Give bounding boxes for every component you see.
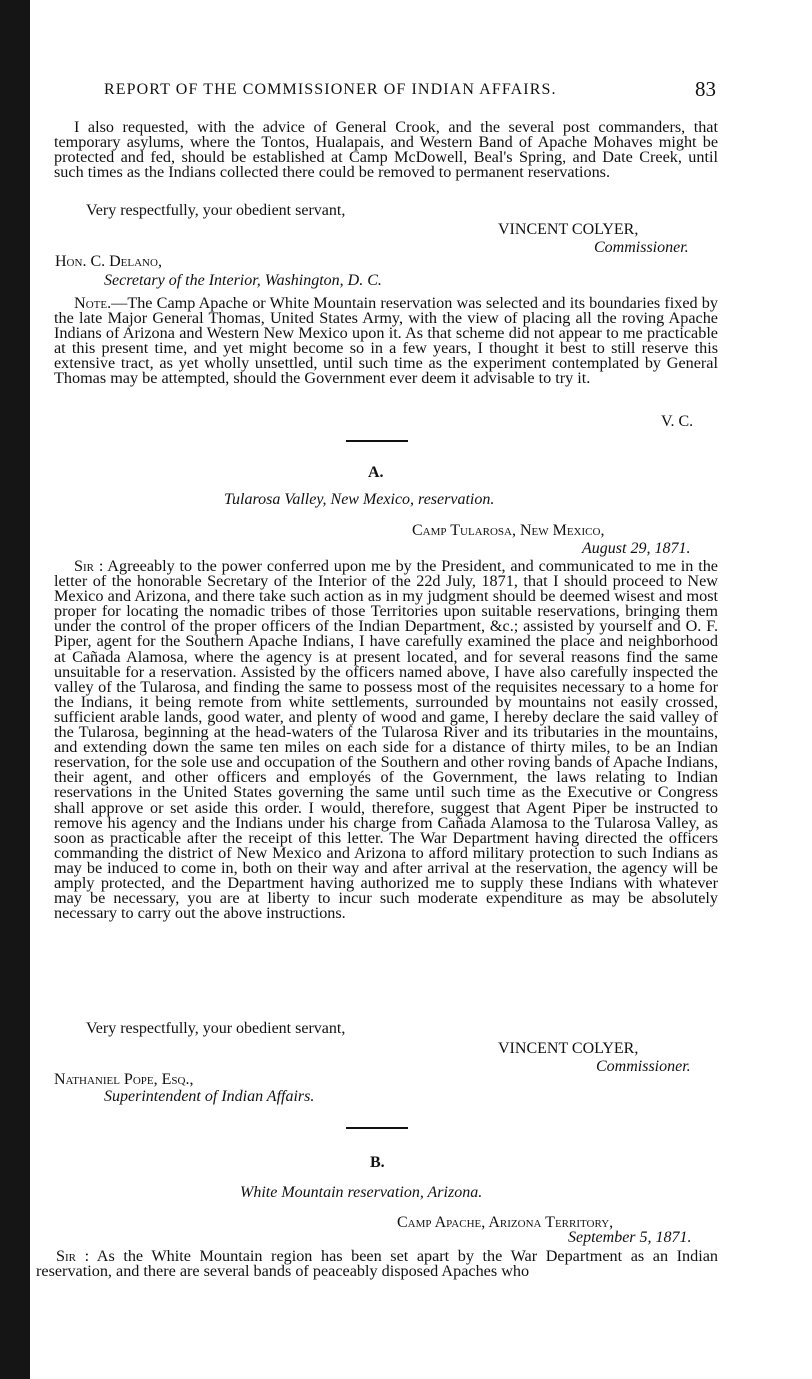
intro-closing: Very respectfully, your obedient servant, (86, 202, 346, 219)
section-a-subtitle: Tularosa Valley, New Mexico, reservation. (224, 491, 495, 508)
intro-addressee-title: Secretary of the Interior, Washington, D. C. (104, 272, 382, 289)
note-label: Note. (74, 294, 112, 312)
running-header (104, 79, 716, 103)
section-divider (346, 1127, 408, 1129)
note-initials: V. C. (661, 413, 694, 430)
section-a-addressee-title: Superintendent of Indian Affairs. (104, 1088, 315, 1105)
section-b-body-text: As the White Mountain region has been set apart by the War Department as an Indian reservation, and there are several bands of peaceably disposed Apaches who (36, 1247, 718, 1281)
section-a-place: Camp Tularosa, New Mexico, (412, 522, 605, 539)
section-a-body (54, 559, 718, 921)
section-b-date: September 5, 1871. (568, 1229, 692, 1246)
section-a-closing: Very respectfully, your obedient servant, (86, 1020, 346, 1037)
section-a-addressee-name: Nathaniel Pope, Esq., (54, 1071, 194, 1088)
section-a-signer-title: Commissioner. (596, 1058, 691, 1075)
section-a-salutation: Sir : (74, 557, 104, 575)
section-a-signer: VINCENT COLYER, (498, 1040, 639, 1057)
page-number: 83 (695, 77, 716, 101)
intro-paragraph: I also requested, with the advice of General Crook, and the several post commanders, that temporary asylums, where the Tontos, Hualapais, and Western Band of Apache Mohaves might be protected and fed, should be established at Camp McDowell, Beal's Spring, and Date Creek, until such times as the Indians collected there could be removed to permanent reservations. (54, 118, 718, 182)
section-b-letter: B. (370, 1154, 385, 1171)
scan-edge-bar (0, 0, 30, 1379)
note-text: —The Camp Apache or White Mountain reservation was selected and its boundaries fixed by the late Major General Thomas, United States Army, with the view of placing all the roving Apache Indians of Arizona and Western New Mexico upon it. As that scheme did not appear to me practicable at this present time, and yet might become so in a few years, I thought it best to still reserve this extensive tract, as yet wholly unsettled, until such time as the experiment contemplated by General Thomas may be attempted, should the Government ever deem it advisable to try it. (54, 294, 718, 388)
section-b-place: Camp Apache, Arizona Territory, (397, 1214, 614, 1231)
intro-signer: VINCENT COLYER, (498, 221, 639, 238)
section-b-salutation: Sir : (56, 1247, 90, 1265)
section-a-date: August 29, 1871. (582, 540, 691, 557)
section-divider (346, 440, 408, 442)
intro-addressee-name: Hon. C. Delano, (55, 253, 162, 270)
note-paragraph (54, 296, 718, 387)
section-a-letter: A. (368, 464, 384, 481)
section-b-subtitle: White Mountain reservation, Arizona. (240, 1184, 483, 1201)
section-b-body (36, 1249, 718, 1279)
section-a-body-text: Agreeably to the power conferred upon me by the President, and communicated to me in the letter of the honorable Secretary of the Interior of the 22d July, 1871, that I should proceed to New Mexico and Arizona, and there take such action as in my judgment should be deemed wisest and most proper for locating the nomadic tribes of those Territories upon suitable reservations, bringing them under the control of the proper officers of the Indian Department, &c.; assisted by yourself and O. F. Piper, agent for the Southern Apache Indians, I have carefully examined the place and neighborhood at Cañada Alamosa, where the agency is at present located, and for several reasons find the same unsuitable for a reservation. Assisted by the officers named above, I have also carefully inspected the valley of the Tularosa, and finding the same to possess most of the requisites necessary to a home for the Indians, it being remote from white settlements, surrounded by mountains not easily crossed, sufficient arable lands, good water, and plenty of wood and game, I hereby declare the said valley of the Tularosa, beginning at the head-waters of the Tularosa River and its tributaries in the mountains, and extending down the same ten miles on each side for a distance of thirty miles, to be an Indian reservation, for the sole use and occupation of the Southern and other roving bands of Apache Indians, their agent, and other officers and employés of the Government, the laws relating to Indian reservations in the United States governing the same until such time as the Executive or Congress shall approve or set aside this order. I would, therefore, suggest that Agent Piper be instructed to remove his agency and the Indians under his charge from Cañada Alamosa to the Tularosa Valley, as soon as practicable after the receipt of this letter. The War Department having directed the officers commanding the district of New Mexico and Arizona to afford military protection to such Indians as may be induced to come in, both on their way and after arrival at the reservation, the agency will be amply protected, and the Department having authorized me to supply these Indians with whatever may be necessary, you are at liberty to incur such moderate expenditure as may be absolutely necessary to carry out the above instructions. (54, 557, 718, 923)
intro-signer-title: Commissioner. (594, 239, 689, 256)
header-title: REPORT OF THE COMMISSIONER OF INDIAN AFFAIRS. (104, 81, 557, 98)
